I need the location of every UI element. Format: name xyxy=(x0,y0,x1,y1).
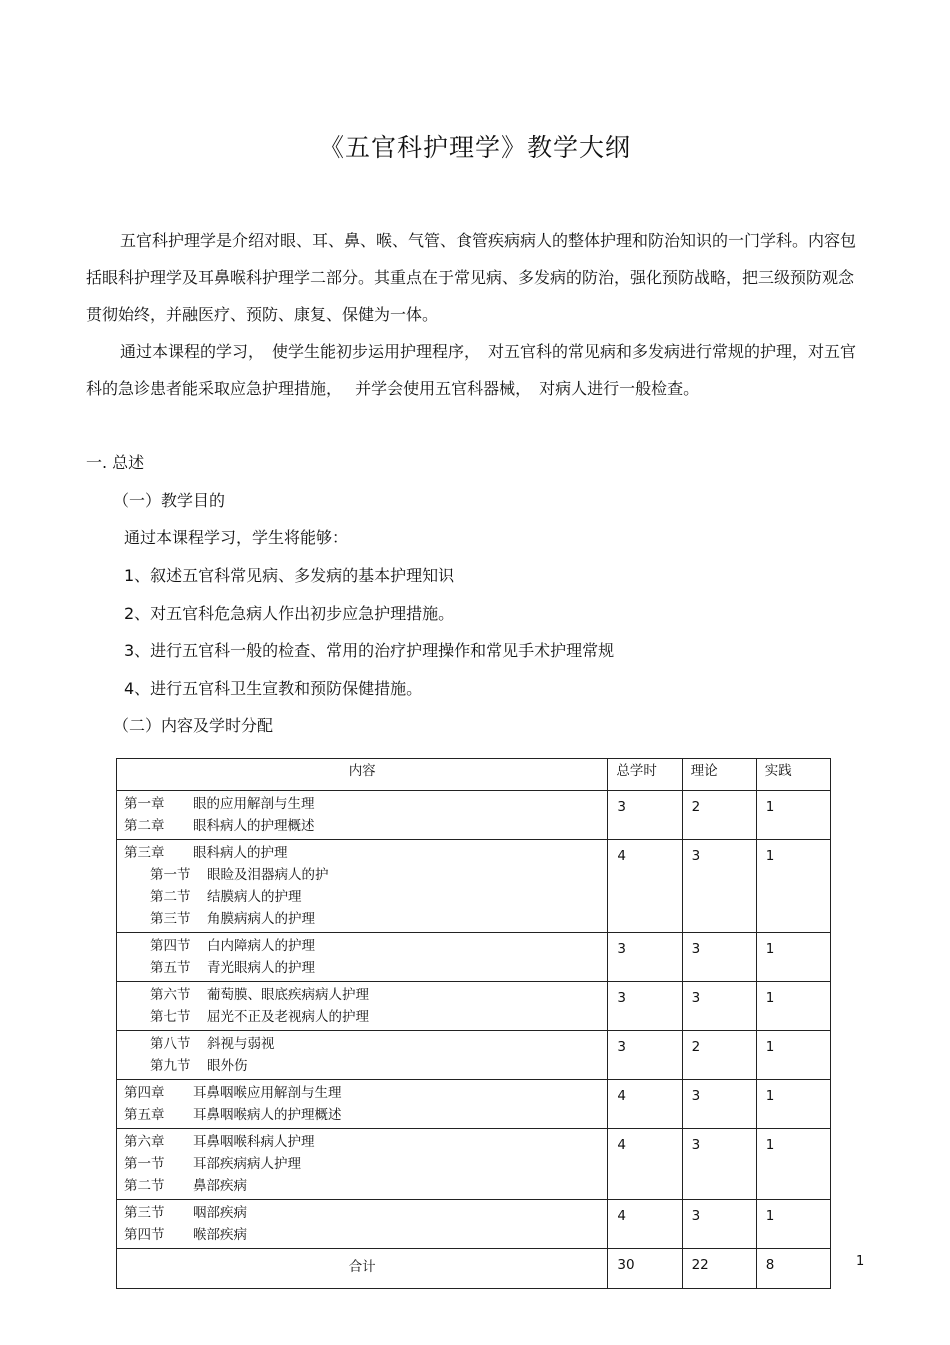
goal-item: 4、进行五官科卫生宣教和预防保健措施。 xyxy=(124,679,423,698)
chapter-title: 角膜病病人的护理 xyxy=(207,911,315,927)
content-line xyxy=(124,935,601,957)
content-cell xyxy=(117,840,608,933)
chapter-title: 眼的应用解剖与生理 xyxy=(193,796,315,812)
chapter-title: 咽部疾病 xyxy=(193,1205,247,1221)
section-heading-overview: 一. 总述 xyxy=(86,453,145,472)
chapter-title: 屈光不正及老视病人的护理 xyxy=(207,1009,369,1025)
content-line xyxy=(124,957,601,979)
total-hours-cell: 3 xyxy=(608,1031,682,1080)
practice-sum: 8 xyxy=(756,1249,830,1289)
header-total-hours: 总学时 xyxy=(608,759,682,791)
table-row xyxy=(117,1080,831,1129)
content-line xyxy=(124,1153,601,1175)
chapter-label: 第四节 xyxy=(150,938,191,954)
goal-item: 3、进行五官科一般的检查、常用的治疗护理操作和常见手术护理常规 xyxy=(124,641,615,660)
goal-item: 2、对五官科危急病人作出初步应急护理措施。 xyxy=(124,604,455,623)
chapter-label: 第三节 xyxy=(124,1205,165,1221)
chapter-label: 第六节 xyxy=(150,987,191,1003)
subheading-content-hours: （二）内容及学时分配 xyxy=(113,716,274,735)
practice-cell: 1 xyxy=(756,933,830,982)
chapter-title: 耳鼻咽喉病人的护理概述 xyxy=(193,1107,342,1123)
chapter-label: 第九节 xyxy=(150,1058,191,1074)
intro-paragraph-1-text: 五官科护理学是介绍对眼、耳、鼻、喉、气管、食管疾病病人的整体护理和防治知识的一门学科。内容包括眼科护理学及耳鼻喉科护理学二部分。其重点在于常见病、多发病的防治，强化预防战略，把三级预防观念贯彻始终，并融医疗、预防、康复、保健为一体。 xyxy=(86,231,857,324)
intro-paragraph-1 xyxy=(86,222,856,333)
total-hours-cell: 4 xyxy=(608,840,682,933)
table-total-row xyxy=(117,1249,831,1289)
chapter-label: 第一节 xyxy=(150,867,191,883)
chapter-title: 斜视与弱视 xyxy=(207,1036,275,1052)
chapter-title: 眼科病人的护理 xyxy=(193,845,288,861)
theory-cell: 2 xyxy=(682,1031,756,1080)
chapter-title: 鼻部疾病 xyxy=(193,1178,247,1194)
table-row xyxy=(117,933,831,982)
chapter-title: 耳部疾病病人护理 xyxy=(193,1156,301,1172)
chapter-title: 耳鼻咽喉科病人护理 xyxy=(193,1134,315,1150)
content-cell xyxy=(117,1200,608,1249)
theory-cell: 3 xyxy=(682,933,756,982)
theory-cell: 3 xyxy=(682,840,756,933)
chapter-title: 耳鼻咽喉应用解剖与生理 xyxy=(193,1085,342,1101)
table-body xyxy=(117,791,831,1249)
chapter-label: 第七节 xyxy=(150,1009,191,1025)
chapter-label: 第六章 xyxy=(124,1134,165,1150)
header-content: 内容 xyxy=(117,759,608,791)
theory-cell: 3 xyxy=(682,1200,756,1249)
total-hours-cell: 4 xyxy=(608,1200,682,1249)
chapter-label: 第八节 xyxy=(150,1036,191,1052)
content-line xyxy=(124,1082,601,1104)
chapter-title: 白内障病人的护理 xyxy=(207,938,315,954)
practice-cell: 1 xyxy=(756,1129,830,1200)
chapter-label: 第一节 xyxy=(124,1156,165,1172)
table-row xyxy=(117,1129,831,1200)
chapter-title: 喉部疾病 xyxy=(193,1227,247,1243)
chapter-label: 第五节 xyxy=(150,960,191,976)
theory-cell: 3 xyxy=(682,1080,756,1129)
content-line xyxy=(124,886,601,908)
content-line xyxy=(124,793,601,815)
content-line xyxy=(124,908,601,930)
table-row xyxy=(117,1200,831,1249)
total-hours-cell: 3 xyxy=(608,982,682,1031)
chapter-title: 结膜病人的护理 xyxy=(207,889,302,905)
chapter-label: 第一章 xyxy=(124,796,165,812)
content-cell xyxy=(117,1129,608,1200)
table-row xyxy=(117,982,831,1031)
content-cell xyxy=(117,791,608,840)
table-row xyxy=(117,840,831,933)
content-cell xyxy=(117,1080,608,1129)
practice-cell: 1 xyxy=(756,1200,830,1249)
theory-sum: 22 xyxy=(682,1249,756,1289)
practice-cell: 1 xyxy=(756,840,830,933)
header-practice: 实践 xyxy=(756,759,830,791)
subheading-teaching-goals: （一）教学目的 xyxy=(113,491,226,510)
hours-table xyxy=(116,758,831,1289)
practice-cell: 1 xyxy=(756,791,830,840)
content-line xyxy=(124,815,601,837)
content-cell xyxy=(117,933,608,982)
practice-cell: 1 xyxy=(756,982,830,1031)
chapter-label: 第二节 xyxy=(124,1178,165,1194)
page-number: 1 xyxy=(856,1254,865,1269)
chapter-title: 青光眼病人的护理 xyxy=(207,960,315,976)
total-hours-cell: 4 xyxy=(608,1129,682,1200)
total-label: 合计 xyxy=(117,1249,608,1289)
theory-cell: 3 xyxy=(682,982,756,1031)
chapter-label: 第四章 xyxy=(124,1085,165,1101)
content-line xyxy=(124,864,601,886)
table-row xyxy=(117,791,831,840)
goal-item: 1、叙述五官科常见病、多发病的基本护理知识 xyxy=(124,566,455,585)
content-line xyxy=(124,1224,601,1246)
intro-paragraph-2 xyxy=(86,333,856,407)
intro-paragraph-2-text: 通过本课程的学习， 使学生能初步运用护理程序， 对五官科的常见病和多发病进行常规的护理，对五官科的急诊患者能采取应急护理措施， 并学会使用五官科器械， 对病人进行一般检查。 xyxy=(86,342,857,398)
content-cell xyxy=(117,982,608,1031)
header-theory: 理论 xyxy=(682,759,756,791)
goals-intro: 通过本课程学习，学生将能够： xyxy=(124,528,349,547)
content-line xyxy=(124,1202,601,1224)
total-hours-cell: 4 xyxy=(608,1080,682,1129)
chapter-label: 第四节 xyxy=(124,1227,165,1243)
chapter-title: 眼睑及泪器病人的护 xyxy=(207,867,329,883)
chapter-title: 眼科病人的护理概述 xyxy=(193,818,315,834)
table-header-row xyxy=(117,759,831,791)
chapter-title: 葡萄膜、眼底疾病病人护理 xyxy=(207,987,369,1003)
total-hours-sum: 30 xyxy=(608,1249,682,1289)
total-hours-cell: 3 xyxy=(608,791,682,840)
practice-cell: 1 xyxy=(756,1031,830,1080)
content-line xyxy=(124,1033,601,1055)
total-hours-cell: 3 xyxy=(608,933,682,982)
chapter-title: 眼外伤 xyxy=(207,1058,248,1074)
chapter-label: 第五章 xyxy=(124,1107,165,1123)
content-line xyxy=(124,1006,601,1028)
content-line xyxy=(124,1055,601,1077)
chapter-label: 第三节 xyxy=(150,911,191,927)
chapter-label: 第二节 xyxy=(150,889,191,905)
content-cell xyxy=(117,1031,608,1080)
content-line xyxy=(124,1131,601,1153)
content-line xyxy=(124,1104,601,1126)
content-line xyxy=(124,1175,601,1197)
chapter-label: 第二章 xyxy=(124,818,165,834)
content-line xyxy=(124,842,601,864)
chapter-label: 第三章 xyxy=(124,845,165,861)
practice-cell: 1 xyxy=(756,1080,830,1129)
theory-cell: 3 xyxy=(682,1129,756,1200)
theory-cell: 2 xyxy=(682,791,756,840)
document-title: 《五官科护理学》教学大纲 xyxy=(318,133,631,162)
content-line xyxy=(124,984,601,1006)
table-row xyxy=(117,1031,831,1080)
